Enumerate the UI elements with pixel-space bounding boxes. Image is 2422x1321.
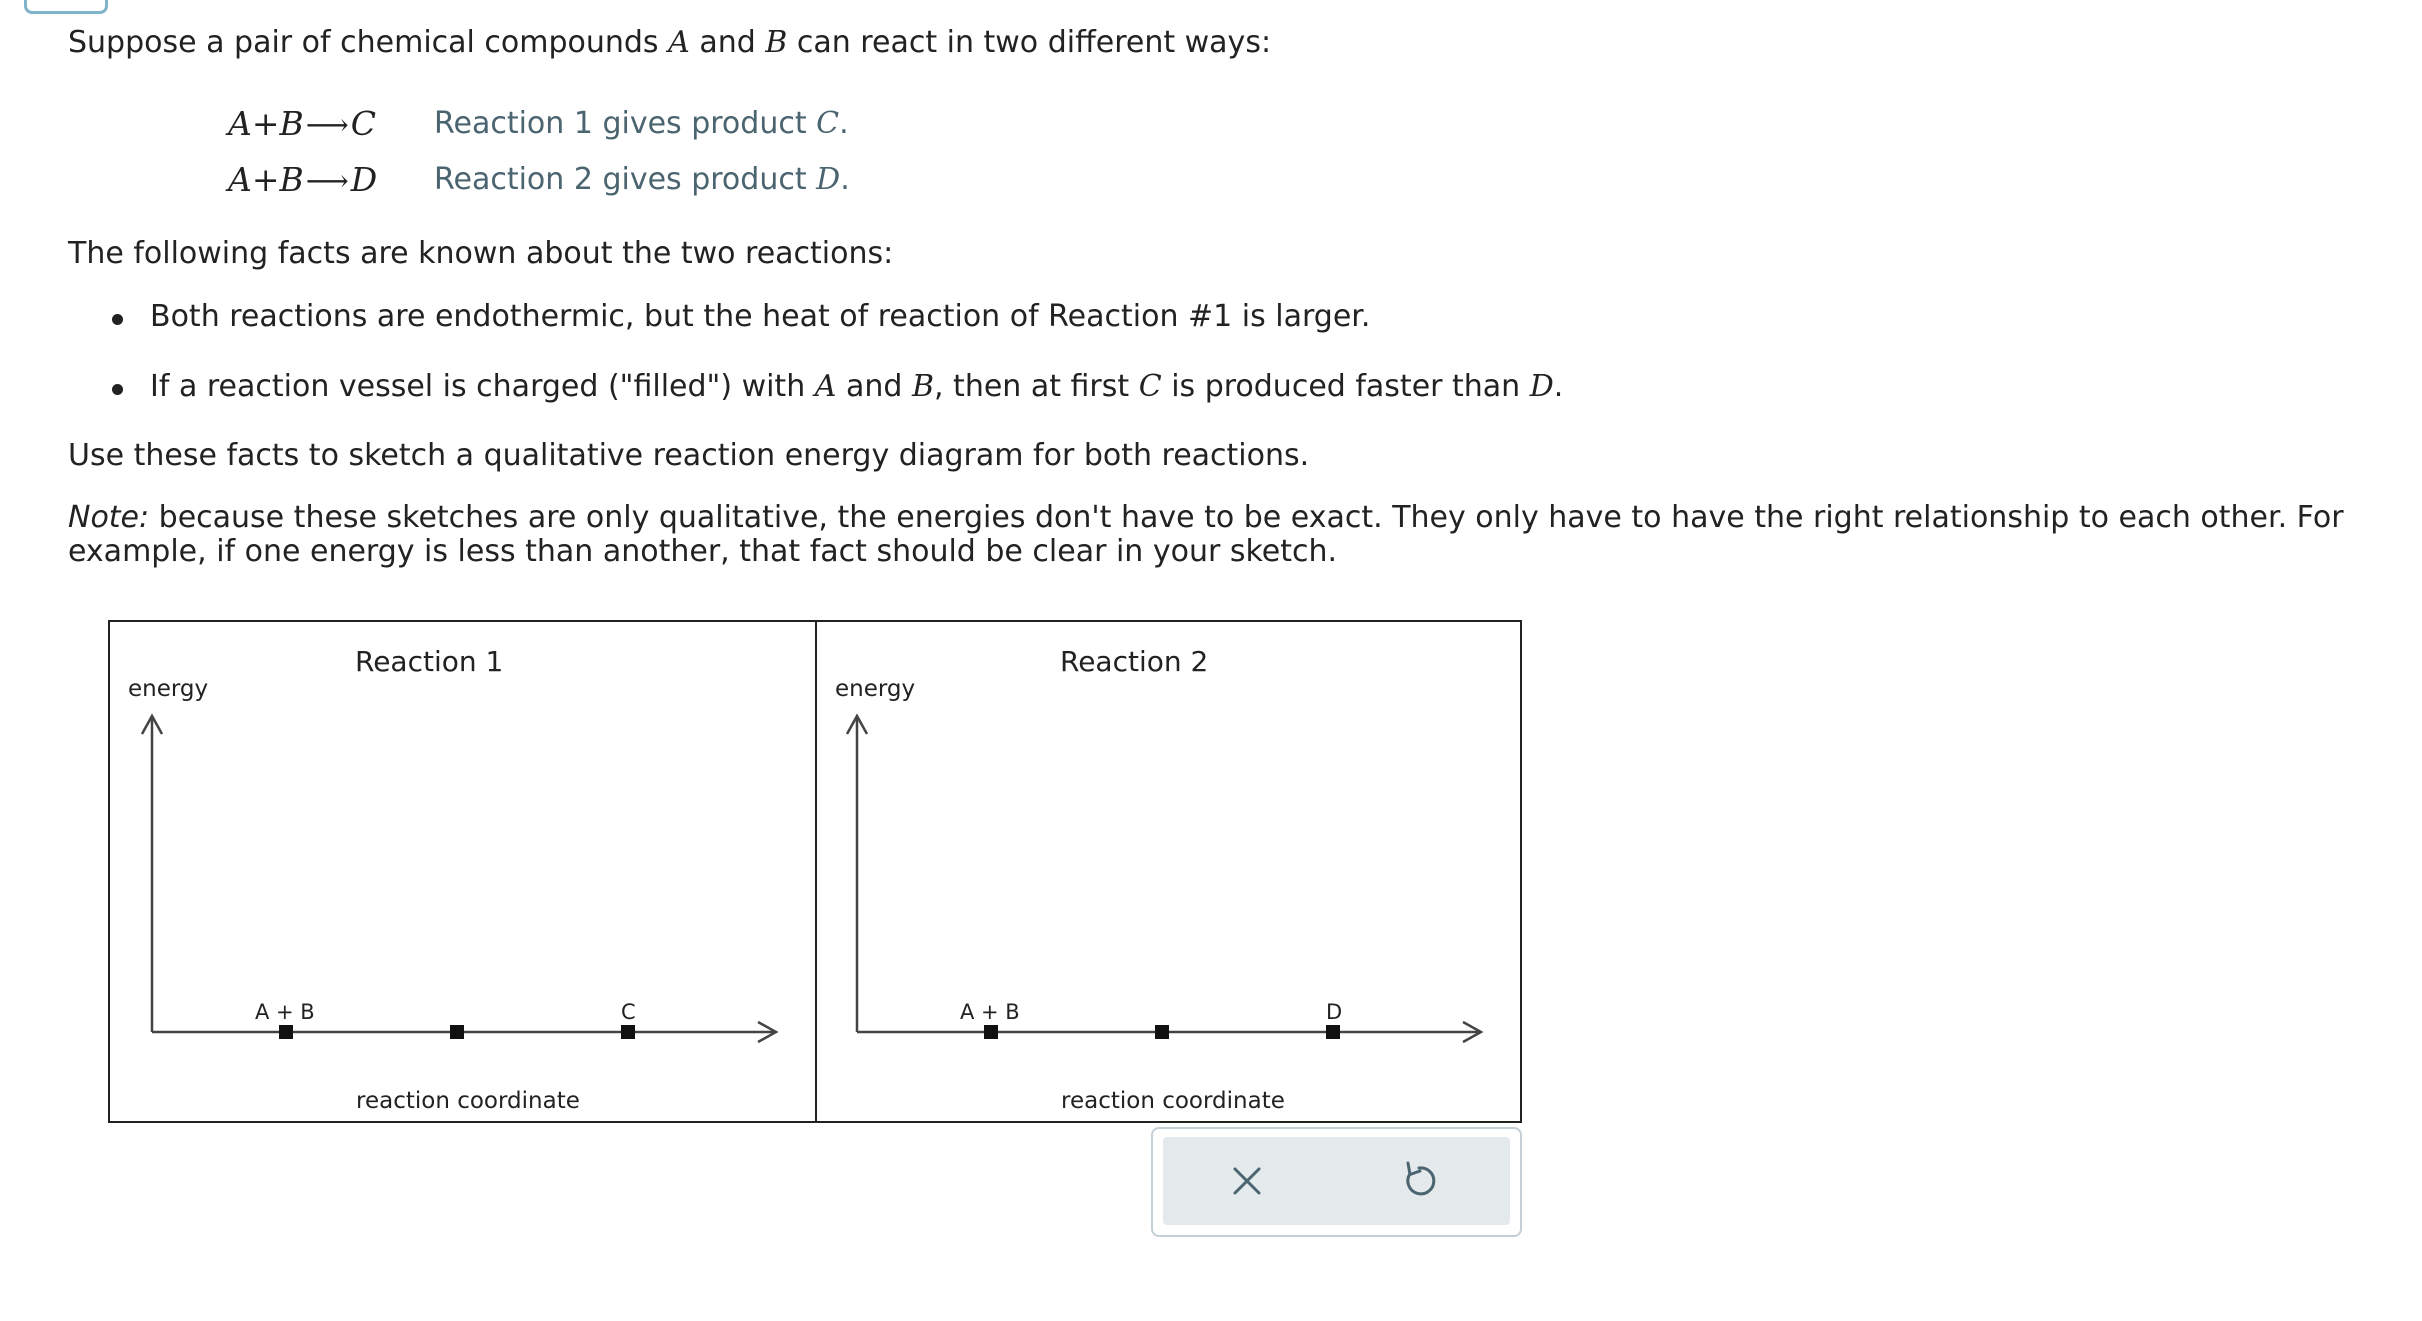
reaction-coordinate-label: reaction coordinate — [1061, 1088, 1285, 1114]
energy-diagram-canvas[interactable] — [108, 620, 1522, 1123]
bullet-icon — [112, 314, 123, 325]
top-tab-indicator — [24, 0, 108, 14]
close-icon — [1217, 1151, 1277, 1211]
product-point-label: C — [621, 1000, 636, 1024]
energy-axis-label: energy — [128, 676, 209, 702]
reaction-1-title: Reaction 1 — [355, 645, 504, 678]
undo-icon — [1389, 1151, 1449, 1211]
intro-text: Suppose a pair of chemical compounds A and B can react in two different ways: — [68, 25, 1272, 60]
reaction-2-description: Reaction 2 gives product D. — [434, 162, 850, 197]
facts-heading: The following facts are known about the two reactions: — [68, 236, 894, 271]
bullet-icon — [112, 384, 123, 395]
undo-button[interactable] — [1389, 1151, 1449, 1211]
reaction-2-diagram[interactable] — [815, 622, 1522, 1121]
instruction-text: Use these facts to sketch a qualitative reaction energy diagram for both reactions. — [68, 438, 1310, 473]
reaction-1-equation: A+B⟶C — [228, 104, 376, 143]
reaction-2-equation: A+B⟶D — [228, 160, 378, 199]
reactant-point-label: A + B — [960, 1000, 1020, 1024]
reaction-1-description: Reaction 1 gives product C. — [434, 106, 849, 141]
reaction-1-axes — [110, 622, 815, 1121]
reactant-point-label: A + B — [255, 1000, 315, 1024]
reaction-2-title: Reaction 2 — [1060, 645, 1209, 678]
reaction-coordinate-label: reaction coordinate — [356, 1088, 580, 1114]
toolbox-panel — [1163, 1137, 1510, 1225]
reaction-2-axes — [817, 622, 1522, 1121]
note-text: Note: because these sketches are only qualitative, the energies don't have to be exact. They only have to have the right relationship to each other. For example, if one energy is less than another, that fact should be clear in your sketch. — [68, 500, 2344, 569]
answer-toolbox — [1151, 1127, 1522, 1237]
reaction-1-diagram[interactable] — [110, 622, 815, 1121]
clear-button[interactable] — [1217, 1151, 1277, 1211]
product-point-label: D — [1326, 1000, 1343, 1024]
energy-axis-label: energy — [835, 676, 916, 702]
